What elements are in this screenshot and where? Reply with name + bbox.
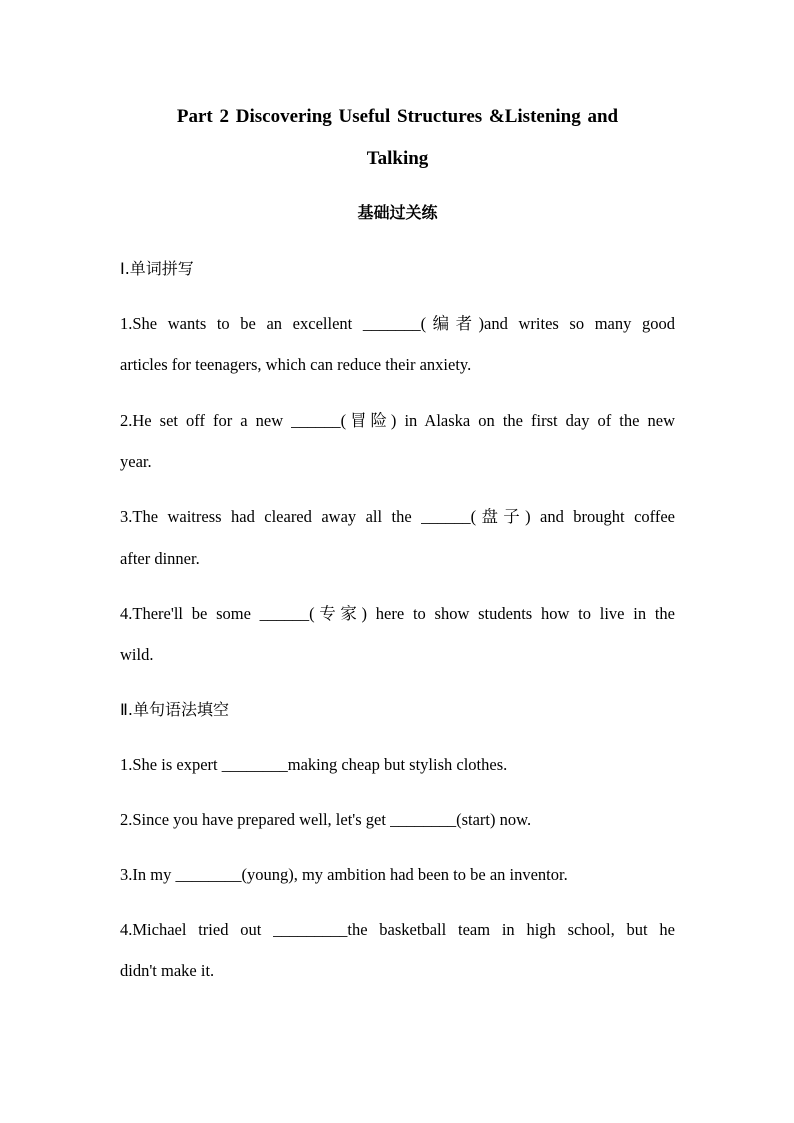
document-subtitle: 基础过关练 [357, 203, 438, 222]
grammar-question-1: 1.She is expert ________making cheap but stylish clothes. [120, 755, 508, 774]
spelling-question-1-line-2: articles for teenagers, which can reduce their anxiety. [120, 355, 472, 374]
spelling-question-3-line-1: 3.The waitress had cleared away all the ______(盘子) and brought coffee [120, 507, 675, 526]
spelling-question-4-line-2: wild. [120, 645, 154, 664]
spelling-question-2-line-2: year. [120, 452, 152, 471]
grammar-question-3: 3.In my ________(young), my ambition had been to be an inventor. [120, 865, 568, 884]
grammar-question-2: 2.Since you have prepared well, let's get ________(start) now. [120, 810, 532, 829]
section-heading-grammar: Ⅱ.单句语法填空 [120, 700, 229, 719]
spelling-question-3-line-2: after dinner. [120, 549, 200, 568]
spelling-question-1-line-1: 1.She wants to be an excellent _______(编者)and writes so many good [120, 314, 675, 333]
section-heading-spelling: Ⅰ.单词拼写 [120, 259, 194, 278]
document-title-line-1: Part 2 Discovering Useful Structures &Listening and [176, 106, 619, 127]
grammar-question-4-line-1: 4.Michael tried out _________the basketball team in high school, but he [120, 920, 675, 939]
spelling-question-4-line-1: 4.There'll be some ______(专家) here to show students how to live in the [120, 604, 675, 623]
grammar-question-4-line-2: didn't make it. [120, 961, 215, 980]
document-title-line-2: Talking [366, 148, 429, 169]
spelling-question-2-line-1: 2.He set off for a new ______(冒险) in Alaska on the first day of the new [120, 411, 675, 430]
